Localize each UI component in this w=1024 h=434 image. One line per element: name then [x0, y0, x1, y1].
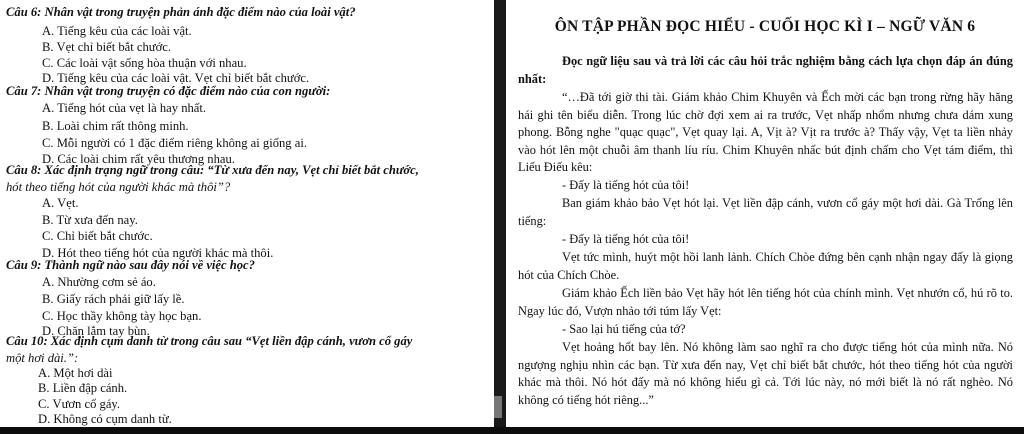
left-document-page — [0, 0, 494, 427]
q8-option-a: A. Vẹt. — [42, 196, 79, 210]
q7-option-c: C. Mỗi người có 1 đặc điểm riêng không ai giống ai. — [42, 136, 307, 150]
q9-option-a: A. Nhường cơm sẻ áo. — [42, 275, 156, 289]
q6-option-b: B. Vẹt chỉ biết bắt chước. — [42, 40, 172, 54]
q9-option-b: B. Giấy rách phải giữ lấy lề. — [42, 292, 185, 306]
right-document-page — [506, 0, 1024, 427]
instruction-text: Đọc ngữ liệu sau và trả lời các câu hỏi trắc nghiệm bằng cách lựa chọn đáp án đúng nhất: — [518, 54, 1013, 86]
q10-option-b: B. Liền đập cánh. — [38, 381, 128, 395]
q7-option-b: B. Loài chim rất thông minh. — [42, 119, 189, 133]
scrollbar-thumb[interactable] — [494, 396, 502, 418]
q10-option-d: D. Không có cụm danh từ. — [38, 412, 172, 426]
q8-option-c: C. Chỉ biết bắt chước. — [42, 229, 153, 243]
q6-option-d: D. Tiếng kêu của các loài vật. Vẹt chỉ biết bắt chước. — [42, 71, 310, 85]
q9-option-c: C. Học thầy không tày học bạn. — [42, 309, 202, 323]
passage-paragraph-1: “…Đã tới giờ thi tài. Giám khảo Chim Khuyên và Ếch mời các bạn trong rừng hãy hăng hái ghi tên biểu diễn. Trong lúc chờ đợi xem ai ra trước, Vẹt nhấp nhổm nhưng chưa dám xung phong. Bỗng nghe "quạc quạc", Vẹt quay lại. A, Vịt à? Vịt ra trước à? Thấy vậy, Vẹt ta liền nhảy vào hót lên một chuỗi âm thanh líu ríu. Chim Khuyên nhấc bút định chấm cho Vẹt tám điểm, thì Liếu Điếu kêu: — [518, 90, 1013, 174]
page-title: ÔN TẬP PHẦN ĐỌC HIỂU - CUỐI HỌC KÌ I – NGỮ VĂN 6 — [554, 18, 976, 35]
q10-option-c: C. Vươn cổ gáy. — [38, 397, 121, 411]
passage-paragraph-5: Vẹt hoảng hốt bay lên. Nó không làm sao nghĩ ra cho được tiếng hót của mình nữa. Nó ngượng nghịu nhìn các bạn. Từ xưa đến nay, Vẹt chỉ biết bắt chước, hót theo tiếng hót của người khác mà thôi. Nó hót đấy mà nó không hiểu gì cả. Tới lúc này, nó mới biết là nó rất nghèo. Nó không có tiếng hót riêng...” — [518, 340, 1013, 407]
q8-option-d: D. Hót theo tiếng hót của người khác mà thôi. — [42, 246, 274, 260]
question-7: Câu 7: Nhân vật trong truyện có đặc điểm nào của con người: — [6, 84, 331, 98]
question-8-cont: hót theo tiếng hót của người khác mà thôi”? — [6, 180, 231, 194]
question-10-cont: một hơi dài.”: — [6, 351, 79, 365]
passage-dialogue-3: - Sao lại hú tiếng của tớ? — [562, 322, 686, 336]
q7-option-a: A. Tiếng hót của vẹt là hay nhất. — [42, 101, 207, 115]
passage-paragraph-4: Giám khảo Ếch liền bảo Vẹt hãy hót lên tiếng hót của chính mình. Vẹt nhướn cổ, hú rõ to. Ngay lúc đó, Vượn nhảo tới túm lấy Vẹt: — [518, 286, 1013, 318]
q9-option-d: D. Chăn lắm tay bùn. — [42, 324, 150, 338]
q6-option-c: C. Các loài vật sống hòa thuận với nhau. — [42, 56, 247, 70]
q8-option-b: B. Từ xưa đến nay. — [42, 213, 138, 227]
question-9: Câu 9: Thành ngữ nào sau đây nói về việc học? — [6, 258, 255, 272]
q6-option-a: A. Tiếng kêu của các loài vật. — [42, 24, 192, 38]
question-10: Câu 10: Xác định cụm danh từ trong câu sau “Vẹt liền đập cánh, vươn cổ gáy — [6, 334, 413, 348]
bottom-frame-bar — [0, 427, 1024, 434]
passage-paragraph-2: Ban giám khảo bảo Vẹt hót lại. Vẹt liền đập cánh, vươn cổ gáy một hơi dài. Gà Trống lên tiếng: — [518, 196, 1013, 228]
passage-dialogue-1: - Đấy là tiếng hót của tôi! — [562, 178, 690, 192]
question-6: Câu 6: Nhân vật trong truyện phản ánh đặc điểm nào của loài vật? — [6, 5, 356, 19]
question-8: Câu 8: Xác định trạng ngữ trong câu: “Từ xưa đến nay, Vẹt chỉ biết bắt chước, — [6, 163, 419, 177]
passage-dialogue-2: - Đấy là tiếng hót của tôi! — [562, 232, 690, 246]
q7-option-d: D. Các loài chim rất yêu thương nhau. — [42, 152, 235, 166]
q10-option-a: A. Một hơi dài — [38, 366, 113, 380]
passage-paragraph-3: Vẹt tức mình, huýt một hồi lanh lảnh. Chích Chòe đứng bên cạnh nhận ngay đấy là giọng hót của Chích Chòe. — [518, 250, 1013, 282]
